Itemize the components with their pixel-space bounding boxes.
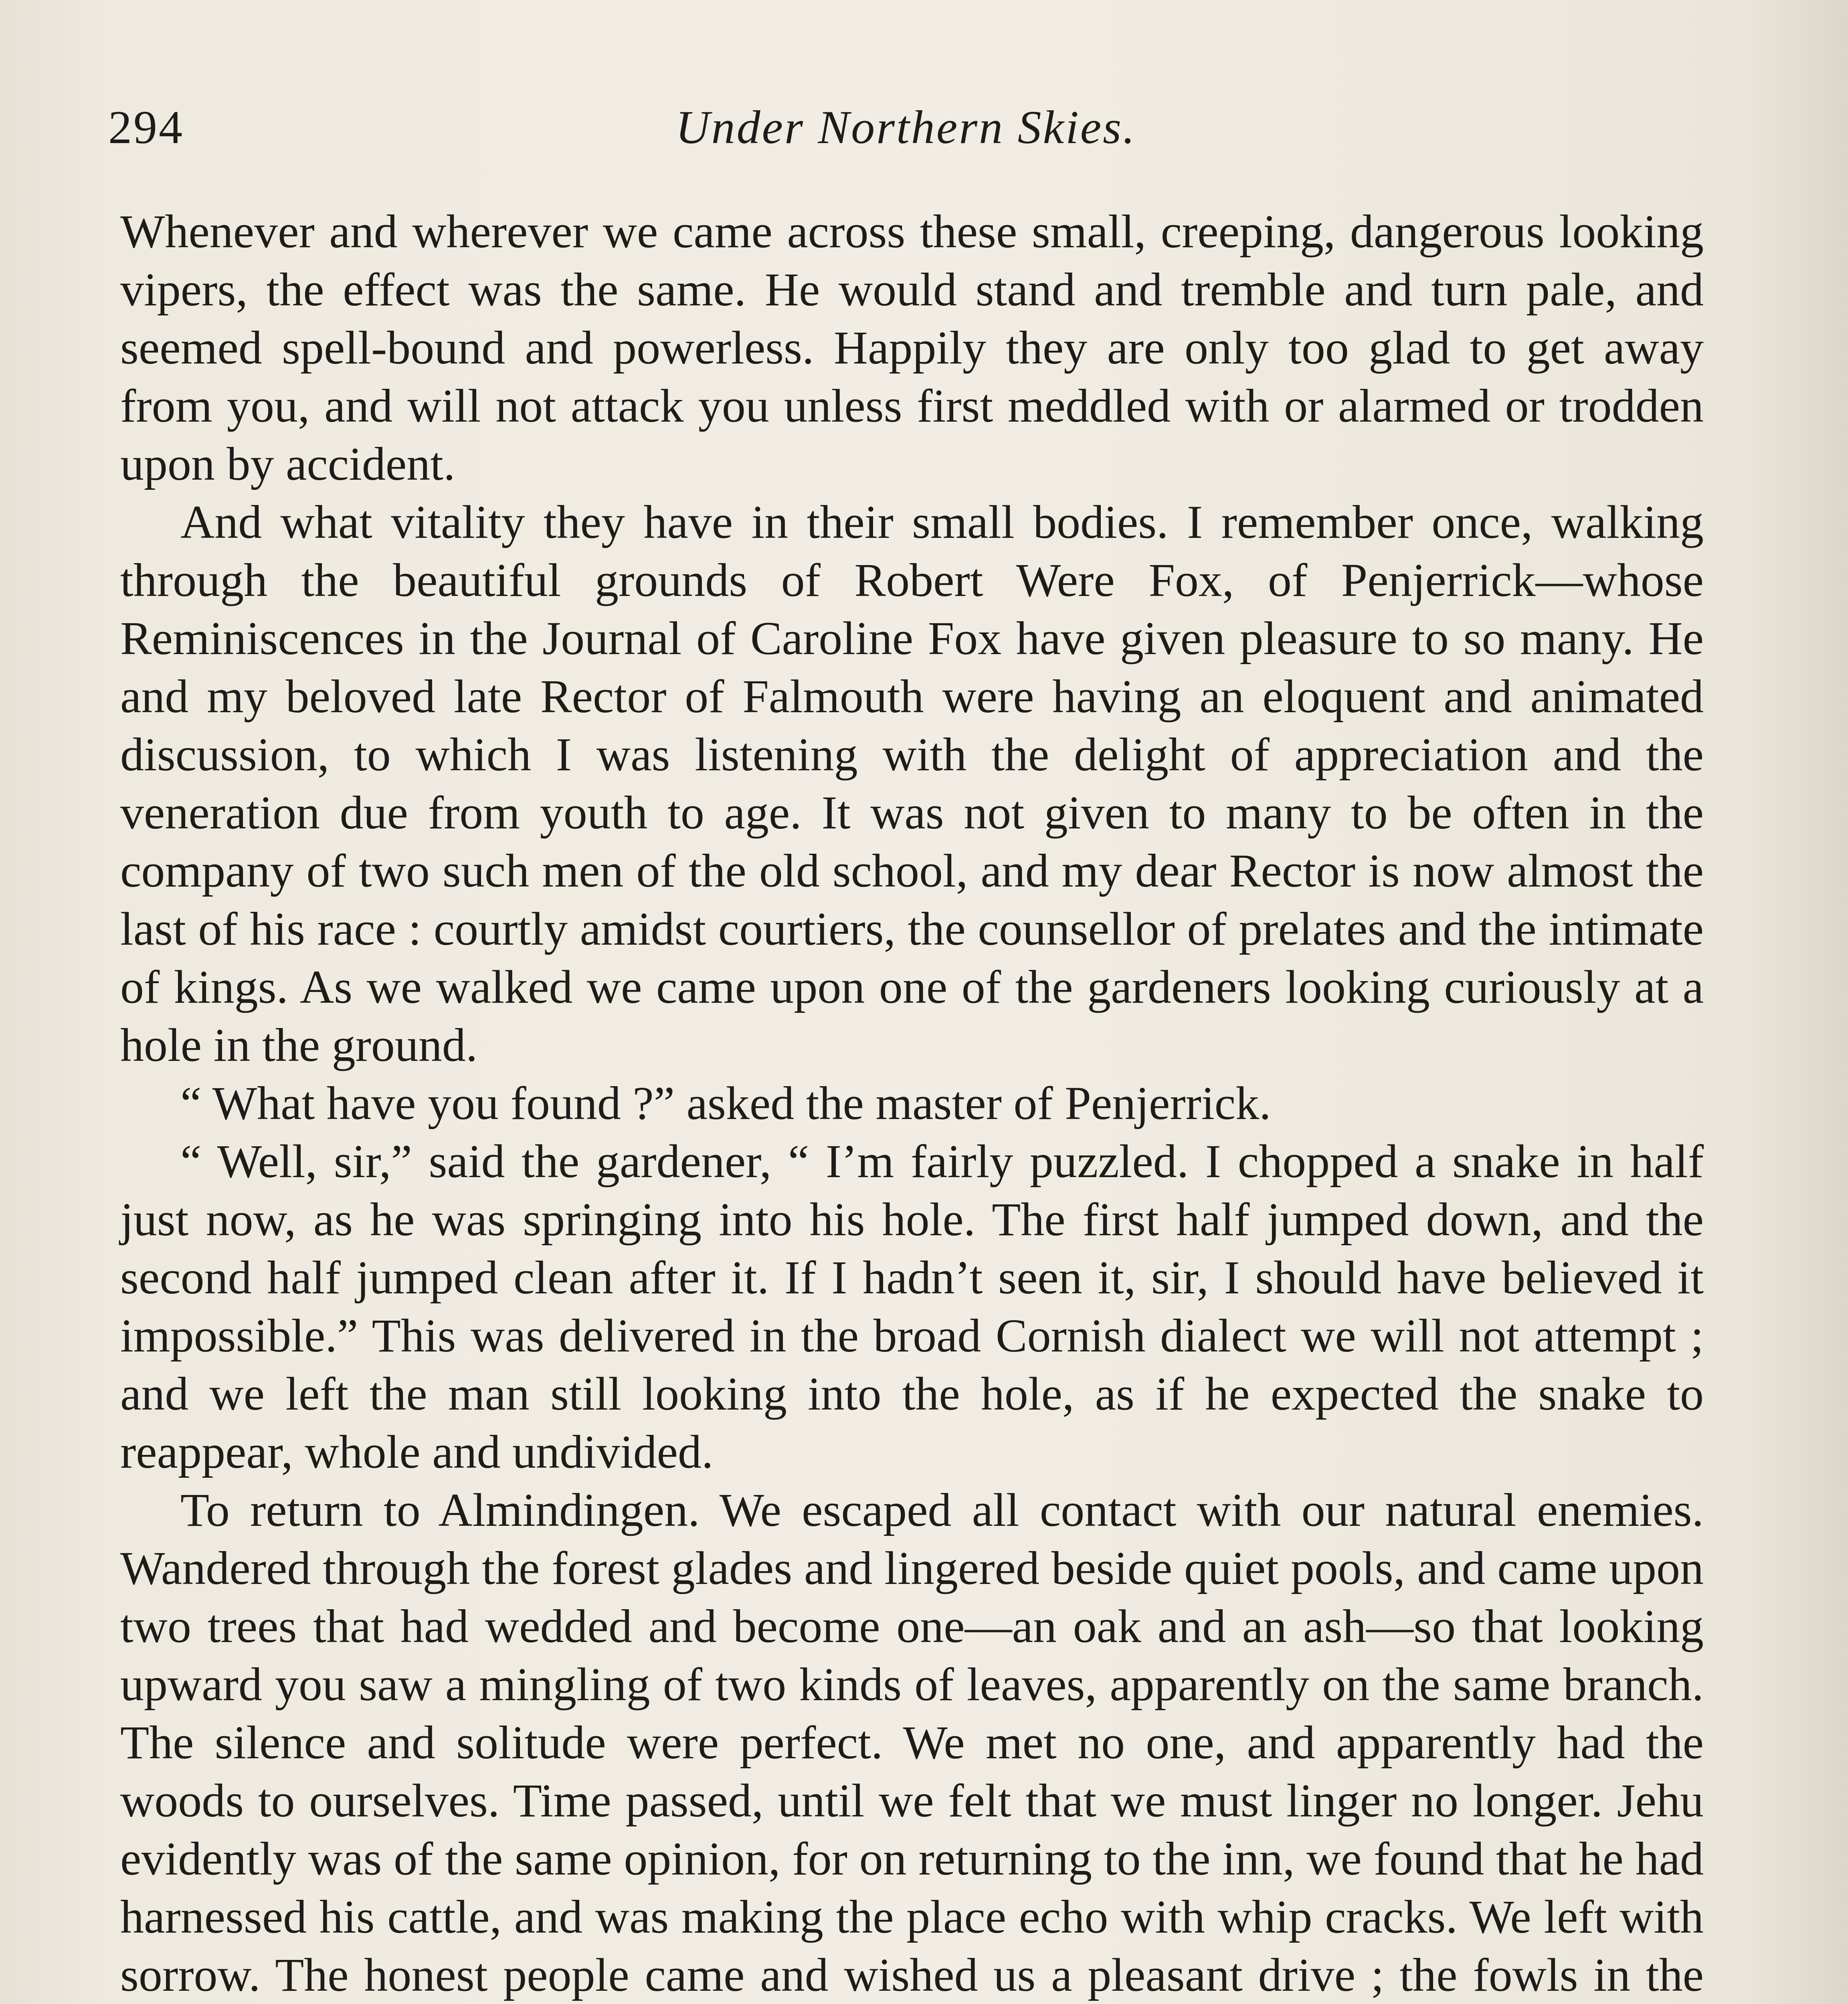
- running-head: [108, 92, 1704, 164]
- page-number: 294: [108, 101, 184, 154]
- paragraph: “ Well, sir,” said the gardener, “ I’m fairly puzzled. I chopped a snake in half just now, as he was springing into his hole. The first half jumped down, and the second half jumped clean after it. If I hadn’t seen it, sir, I should have believed it impossible.” This was delivered in the broad Cornish dialect we will not attempt ; and we left the man still looking into the hole, as if he expected the snake to reappear, whole and undivided.: [120, 1135, 1704, 1478]
- paragraph: And what vitality they have in their small bodies. I remember once, walking through the beautiful grounds of Robert Were Fox, of Penjerrick—whose Reminiscences in the Journal of Caroline Fox have given pleasure to so many. He and my beloved late Rector of Falmouth were having an eloquent and animated discussion, to which I was listening with the delight of appreciation and the veneration due from youth to age. It was not given to many to be often in the company of two such men of the old school, and my dear Rector is now almost the last of his race : courtly amidst courtiers, the counsellor of prelates and the intimate of kings. As we walked we came upon one of the gardeners looking curiously at a hole in the ground.: [120, 496, 1704, 1071]
- running-title: Under Northern Skies.: [675, 101, 1136, 154]
- paragraph: Whenever and wherever we came across these small, creeping, dangerous looking vipers, the effect was the same. He would stand and tremble and turn pale, and seemed spell-bound and powerless. Happily they are only too glad to get away from you, and will not attack you unless first meddled with or alarmed or trodden upon by accident.: [120, 205, 1704, 490]
- paragraph: To return to Almindingen. We escaped all contact with our natural enemies. Wandered through the forest glades and lingered beside quiet pools, and came upon two trees that had wedded and become one—an oak and an ash—so that looking upward you saw a mingling of two kinds of leaves, apparently on the same branch. The silence and solitude were perfect. We met no one, and apparently had the woods to ourselves. Time passed, until we felt that we must linger no longer. Jehu evidently was of the same opinion, for on returning to the inn, we found that he had harnessed his cattle, and was making the place echo with whip cracks. We left with sorrow. The honest people came and wished us a pleasant drive ; the fowls in the: [120, 1484, 1704, 2001]
- body-text: [120, 202, 1704, 2004]
- paragraph: “ What have you found ?” asked the master of Penjerrick.: [180, 1077, 1271, 1129]
